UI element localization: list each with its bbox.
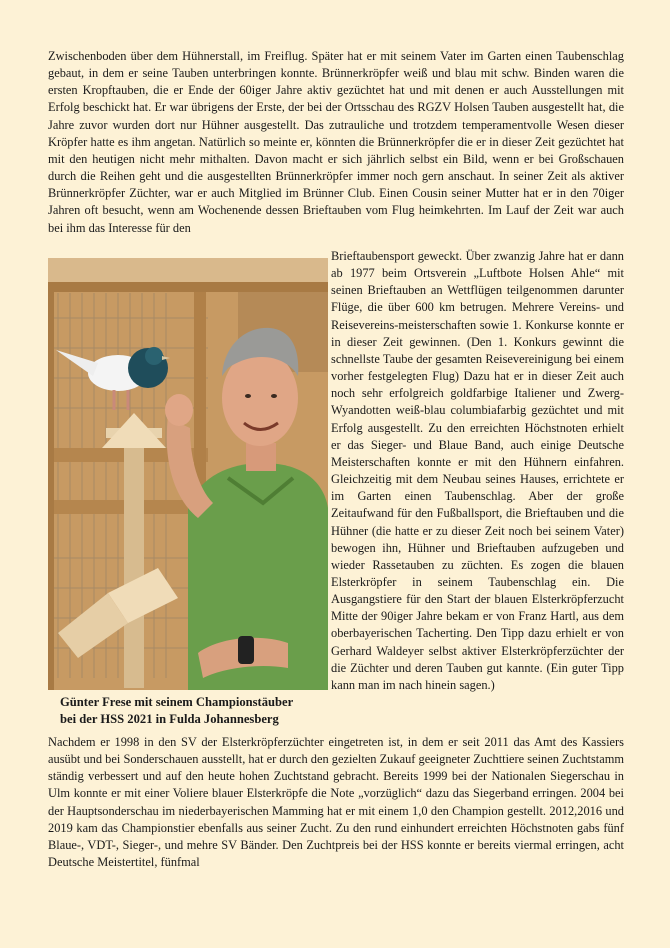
caption-line-1: Günter Frese mit seinem Championstäuber <box>60 695 294 709</box>
photo-caption <box>60 694 330 727</box>
paragraph-intro: Zwischenboden über dem Hühnerstall, im Freiflug. Später hat er mit seinem Vater im Garten einen Taubenschlag gebaut, in dem er seine Tauben unterbringen konnte. Brünnerkröpfer weiß und blau mit schw. Binden waren die ersten Kropftauben, die er Ende der 60iger Jahre aktiv gezüchtet hat und mit denen er auch Ausstellungen mit Erfolg beschickt hat. Er war übrigens der Erste, der bei der Ortsschau des RGZV Holsen Tauben ausgestellt hat, die Jahre zuvor wurden dort nur Hühner ausgestellt. Das zutrauliche und trotzdem temperamentvolle Wesen dieser Kröpfer hatte es ihm angetan. Natürlich so meinte er, könnten die Brünnerkröpfer die er in dieser Zeit gezüchtet hat mit den heutigen nicht mehr mithalten. Davon macht er sich jährlich selbst ein Bild, wenn er bei Großschauen durch die Reihen geht und die ausgestellten Brünnerkröpfer immer noch gern anschaut. In seiner Zeit als aktiver Brünnerkröpfer Züchter, war er auch Mitglied im Brünner Club. Einen Cousin seiner Mutter hat er in den 70iger Jahren oft besucht, wenn am Wochenende dessen Brieftauben vom Flug heimkehrten. Im Lauf der Zeit war auch bei ihm das Interesse für den <box>48 49 624 235</box>
paragraph-closing: Nachdem er 1998 in den SV der Elsterkröpferzüchter eingetreten ist, in dem er seit 2011 das Amt des Kassiers ausübt und bei Sonderschauen ausstellt, hat er durch den gezielten Zukauf geeigneter Zuchttiere seinen Zuchtstamm ständig verbessert und auf den heute hohen Zuchtstand gebracht. Bereits 1999 bei der Nationalen Siegerschau in Ulm konnte er mit einer Voliere blauer Elsterkröpfe die Note „vorzüglich“ dazu das Siegerband erringen. 2004 bei der Hauptsonderschau im niederbayerischen Mamming hat er mit einem 1,0 den Champion gestellt. 2012,2016 und 2019 kam das Championstier ebenfalls aus seiner Zucht. Zu den rund einhundert erreichten Höchstnoten gabs fünf Blaue-, VDT-, Sieger-, und mehre SV Bänder. Den Zuchtpreis bei der HSS konnte er bereits viermal erringen, acht Deutsche Meistertitel, fünfmal <box>48 735 624 870</box>
photo-breeder-with-pigeon <box>48 258 328 690</box>
photo-illustration <box>48 258 328 690</box>
caption-line-2: bei der HSS 2021 in Fulda Johannesberg <box>60 711 279 726</box>
paragraph-column: Brieftaubensport geweckt. Über zwanzig Jahre hat er dann ab 1977 beim Ortsverein „Luftbote Holsen Ahle“ mit seinen Brieftauben an Wettflügen teilgenommen darunter Flüge, die über 600 km betrugen. Mehrere Vereins- und Reisevereins-meisterschaften sowie 1. Konkurse konnte er in dieser Zeit gewinnen. (Den 1. Konkurs gewinnt die schnellste Taube der gesamten Reisevereinigung bei einem vorher festgelegten Flug) Dazu hat er in dieser Zeit auch noch sehr erfolgreich goldfarbige Italiener und Zwerg-Wyandotten weiß-blau columbiafarbig gezüchtet und mit Erfolg ausgestellt. Zu den erreichten Höchstnoten erhielt er das Sieger- und Blaue Band, auch einige Deutsche Meisterschaften konnte er mit den Hühnern einfahren. Gleichzeitig mit dem Neubau seines Hauses, errichtete er im Garten einen Taubenschlag. Aber der große Zeitaufwand für den Fußballsport, die Brieftauben und die Hühner (die hatte er zu dieser Zeit noch bei seinem Vater) bewogen ihn, Hühner und Brieftauben aufzugeben und wieder Rassetauben zu züchten. Es zogen die blauen Elsterkröpfer in seinem Taubenschlag ein. Die Ausgangstiere für den Start der blauen Elsterkröpferzucht Mitte der 90iger Jahre bekam er von Franz Hartl, aus dem oberbayerischen Tacherting. Den Tipp dazu erhielt er von Gerhard Waldeyer selbst aktiver Elsterkröpferzüchter der die Züchter und deren Tauben gut kannte. (Ein guter Tipp kann man im nach hinein sagen.) <box>331 249 624 692</box>
